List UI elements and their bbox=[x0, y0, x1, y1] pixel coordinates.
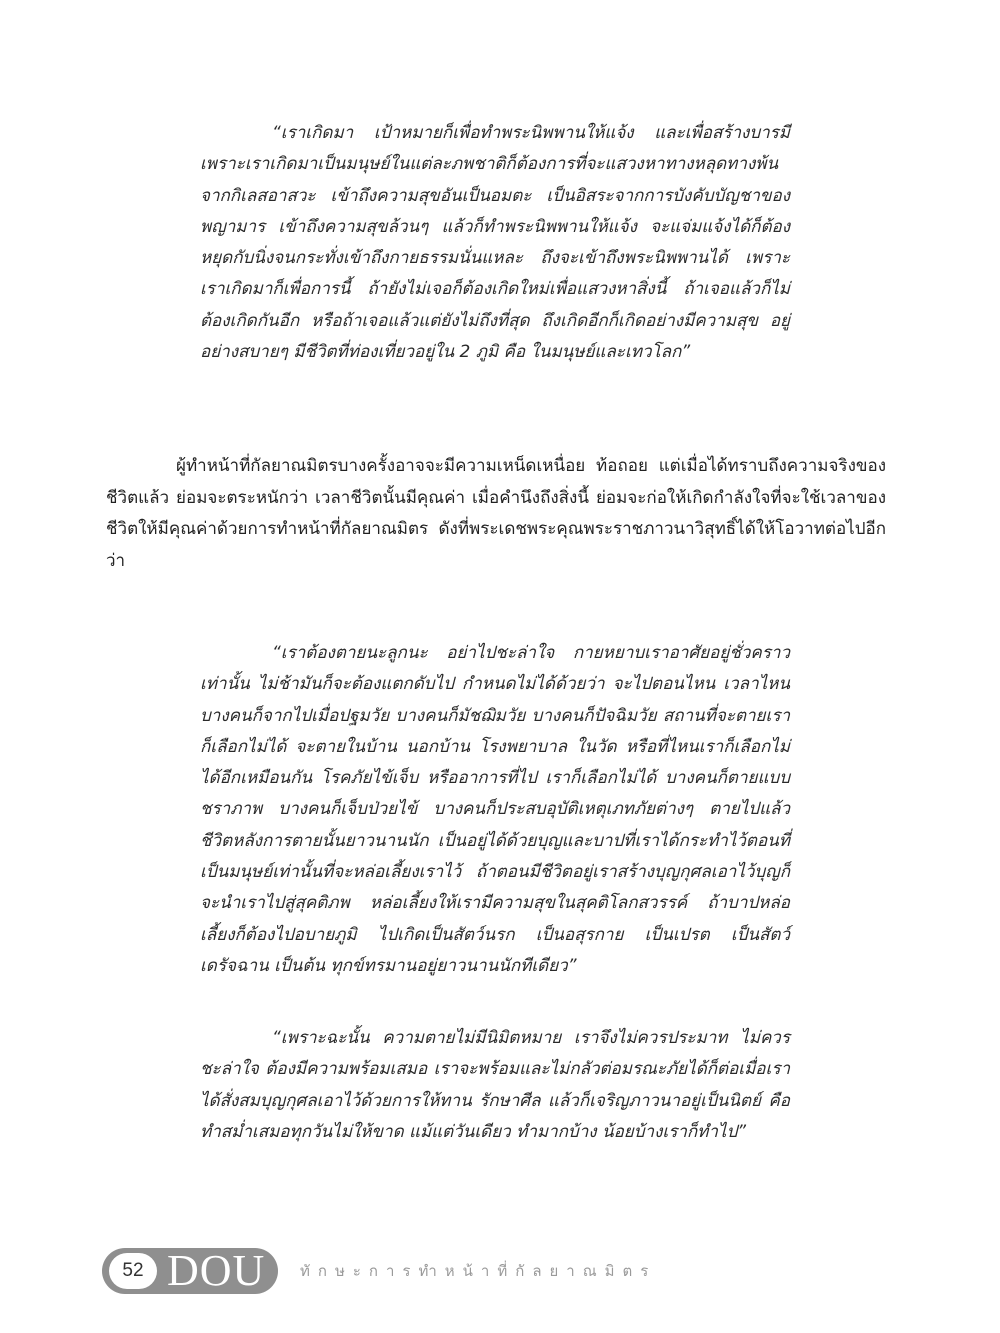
body-paragraph-block bbox=[106, 451, 886, 577]
closing-quote bbox=[200, 1023, 790, 1148]
quote-paragraph: “เพราะฉะนั้น ความตายไม่มีนิมิตหมาย เราจึงไม่ควรประมาท ไม่ควรชะล่าใจ ต้องมีความพร้อมเสมอ เราจะพร้อมและไม่กลัวต่อมรณะภัยได้ก็ต่อเมื่อเราได้สั่งสมบุญกุศลเอาไว้ด้วยการให้ทาน รักษาศีล แล้วก็เจริญภาวนาอยู่เป็นนิตย์ คือ ทำสม่ำเสมอทุกวันไม่ให้ขาด แม้แต่วันเดียว ทำมากบ้าง น้อยบ้างเราก็ทำไป” bbox=[200, 1028, 790, 1142]
quote-paragraph: “เราเกิดมา เป้าหมายก็เพื่อทำพระนิพพานให้แจ้ง และเพื่อสร้างบารมี เพราะเราเกิดมาเป็นมนุษย์ในแต่ละภพชาติก็ต้องการที่จะแสวงหาทางหลุดทางพ้นจากกิเลสอาสวะ เข้าถึงความสุขอันเป็นอมตะ เป็นอิสระจากการบังคับบัญชาของพญามาร เข้าถึงความสุขล้วนๆ แล้วก็ทำพระนิพพานให้แจ้ง จะแจ่มแจ้งได้ก็ต้องหยุดกับนิ่งจนกระทั่งเข้าถึงกายธรรมนั่นแหละ ถึงจะเข้าถึงพระนิพพานได้ เพราะเราเกิดมาก็เพื่อการนี้ ถ้ายังไม่เจอก็ต้องเกิดใหม่เพื่อแสวงหาสิ่งนี้ ถ้าเจอแล้วก็ไม่ต้องเกิดกันอีก หรือถ้าเจอแล้วแต่ยังไม่ถึงที่สุด ถึงเกิดอีกก็เกิดอย่างมีความสุข อยู่อย่างสบายๆ มีชีวิตที่ท่องเที่ยวอยู่ใน 2 ภูมิ คือ ในมนุษย์และเทวโลก” bbox=[200, 123, 790, 363]
brand-logo-text: DOU bbox=[167, 1246, 266, 1295]
footer-badge bbox=[102, 1248, 278, 1294]
page-number: 52 bbox=[109, 1253, 157, 1289]
death-quote bbox=[200, 638, 790, 982]
body-paragraph: ผู้ทำหน้าที่กัลยาณมิตรบางครั้งอาจจะมีความเหน็ดเหนื่อย ท้อถอย แต่เมื่อได้ทราบถึงความจริงของชีวิตแล้ว ย่อมจะตระหนักว่า เวลาชีวิตนั้นมีคุณค่า เมื่อคำนึงถึงสิ่งนี้ ย่อมจะก่อให้เกิดกำลังใจที่จะใช้เวลาของชีวิตให้มีคุณค่าด้วยการทำหน้าที่กัลยาณมิตร ดังที่พระเดชพระคุณพระราชภาวนาวิสุทธิ์ได้ให้โอวาทต่อไปอีกว่า bbox=[106, 456, 886, 571]
running-title: ทักษะการทำหน้าที่กัลยาณมิตร bbox=[300, 1262, 657, 1280]
quote-paragraph: “เราต้องตายนะลูกนะ อย่าไปชะล่าใจ กายหยาบเราอาศัยอยู่ชั่วคราวเท่านั้น ไม่ช้ามันก็จะต้องแตกดับไป กำหนดไม่ได้ด้วยว่า จะไปตอนไหน เวลาไหน บางคนก็จากไปเมื่อปฐมวัย บางคนก็มัชฌิมวัย บางคนก็ปัจฉิมวัย สถานที่จะตายเราก็เลือกไม่ได้ จะตายในบ้าน นอกบ้าน โรงพยาบาล ในวัด หรือที่ไหนเราก็เลือกไม่ได้อีกเหมือนกัน โรคภัยไข้เจ็บ หรืออาการที่ไป เราก็เลือกไม่ได้ บางคนก็ตายแบบชราภาพ บางคนก็เจ็บป่วยไข้ บางคนก็ประสบอุบัติเหตุเภทภัยต่างๆ ตายไปแล้ว ชีวิตหลังการตายนั้นยาวนานนัก เป็นอยู่ได้ด้วยบุญและบาปที่เราได้กระทำไว้ตอนที่เป็นมนุษย์เท่านั้นที่จะหล่อเลี้ยงเราไว้ ถ้าตอนมีชีวิตอยู่เราสร้างบุญกุศลเอาไว้บุญก็จะนำเราไปสู่สุคติภพ หล่อเลี้ยงให้เรามีความสุขในสุคติโลกสวรรค์ ถ้าบาปหล่อเลี้ยงก็ต้องไปอบายภูมิ ไปเกิดเป็นสัตว์นรก เป็นอสุรกาย เป็นเปรต เป็นสัตว์เดรัจฉาน เป็นต้น ทุกข์ทรมานอยู่ยาวนานนักทีเดียว” bbox=[200, 643, 790, 976]
page-footer bbox=[102, 1246, 656, 1296]
opening-quote bbox=[200, 118, 790, 368]
